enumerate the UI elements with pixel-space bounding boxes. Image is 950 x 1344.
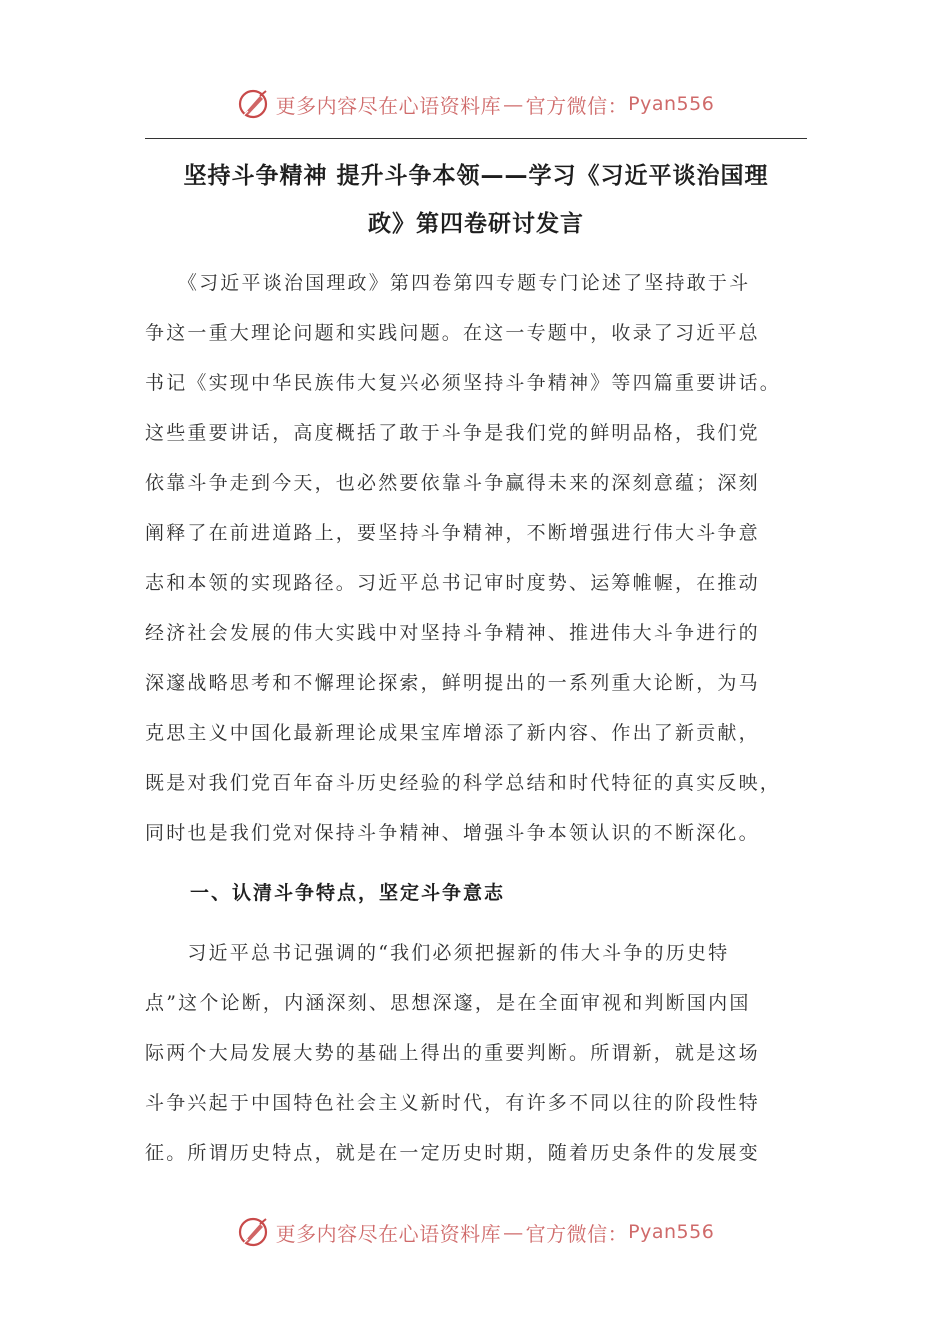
text-line: 志和本领的实现路径。习近平总书记审时度势、运筹帷幄，在推动 (145, 572, 760, 594)
watermark-cn-text: 更多内容尽在心语资料库 (275, 1221, 502, 1246)
text-line: 《习近平谈治国理政》第四卷第四专题专门论述了坚持敢于斗 (145, 272, 751, 294)
text-line: 克思主义中国化最新理论成果宝库增添了新内容、作出了新贡献， (145, 722, 760, 744)
paragraph-intro (145, 258, 810, 858)
quill-logo-icon (236, 87, 270, 121)
text-line: 书记《实现中华民族伟大复兴必须坚持斗争精神》等四篇重要讲话。 (145, 372, 782, 394)
paragraph-section-one (145, 928, 810, 1178)
text-line: 这些重要讲话，高度概括了敢于斗争是我们党的鲜明品格，我们党 (145, 422, 760, 444)
watermark-dash: — (503, 92, 524, 116)
watermark-label: 官方微信： (525, 93, 629, 118)
text-line: 习近平总书记强调的“我们必须把握新的伟大斗争的历史特 (145, 942, 730, 964)
watermark-wechat-id: Pyan556 (628, 1221, 715, 1243)
text-line: 争这一重大理论问题和实践问题。在这一专题中，收录了习近平总 (145, 322, 760, 344)
watermark-wechat-id: Pyan556 (628, 93, 715, 115)
text-line: 征。所谓历史特点，就是在一定历史时期，随着历史条件的发展变 (145, 1142, 760, 1164)
document-title (145, 152, 807, 248)
header-watermark (0, 84, 950, 124)
footer-watermark (0, 1212, 950, 1252)
quill-logo-icon (236, 1215, 270, 1249)
text-line: 阐释了在前进道路上，要坚持斗争精神，不断增强进行伟大斗争意 (145, 522, 760, 544)
text-line: 斗争兴起于中国特色社会主义新时代，有许多不同以往的阶段性特 (145, 1092, 760, 1114)
text-line: 既是对我们党百年奋斗历史经验的科学总结和时代特征的真实反映， (145, 772, 782, 794)
title-line: 政》第四卷研讨发言 (368, 211, 584, 237)
watermark-label: 官方微信： (525, 1221, 629, 1246)
text-line: 依靠斗争走到今天，也必然要依靠斗争赢得未来的深刻意蕴；深刻 (145, 472, 760, 494)
section-heading: 一、认清斗争特点，坚定斗争意志 (190, 882, 506, 904)
text-line: 经济社会发展的伟大实践中对坚持斗争精神、推进伟大斗争进行的 (145, 622, 760, 644)
watermark-text (276, 1218, 715, 1247)
title-line: 坚持斗争精神 提升斗争本领——学习《习近平谈治国理 (183, 163, 769, 189)
header-divider (145, 138, 807, 139)
watermark-text (276, 90, 715, 119)
text-line: 同时也是我们党对保持斗争精神、增强斗争本领认识的不断深化。 (145, 822, 760, 844)
text-line: 点”这个论断，内涵深刻、思想深邃，是在全面审视和判断国内国 (145, 992, 751, 1014)
watermark-cn-text: 更多内容尽在心语资料库 (275, 93, 502, 118)
watermark-dash: — (503, 1220, 524, 1244)
text-line: 际两个大局发展大势的基础上得出的重要判断。所谓新，就是这场 (145, 1042, 760, 1064)
text-line: 深邃战略思考和不懈理论探索，鲜明提出的一系列重大论断，为马 (145, 672, 760, 694)
